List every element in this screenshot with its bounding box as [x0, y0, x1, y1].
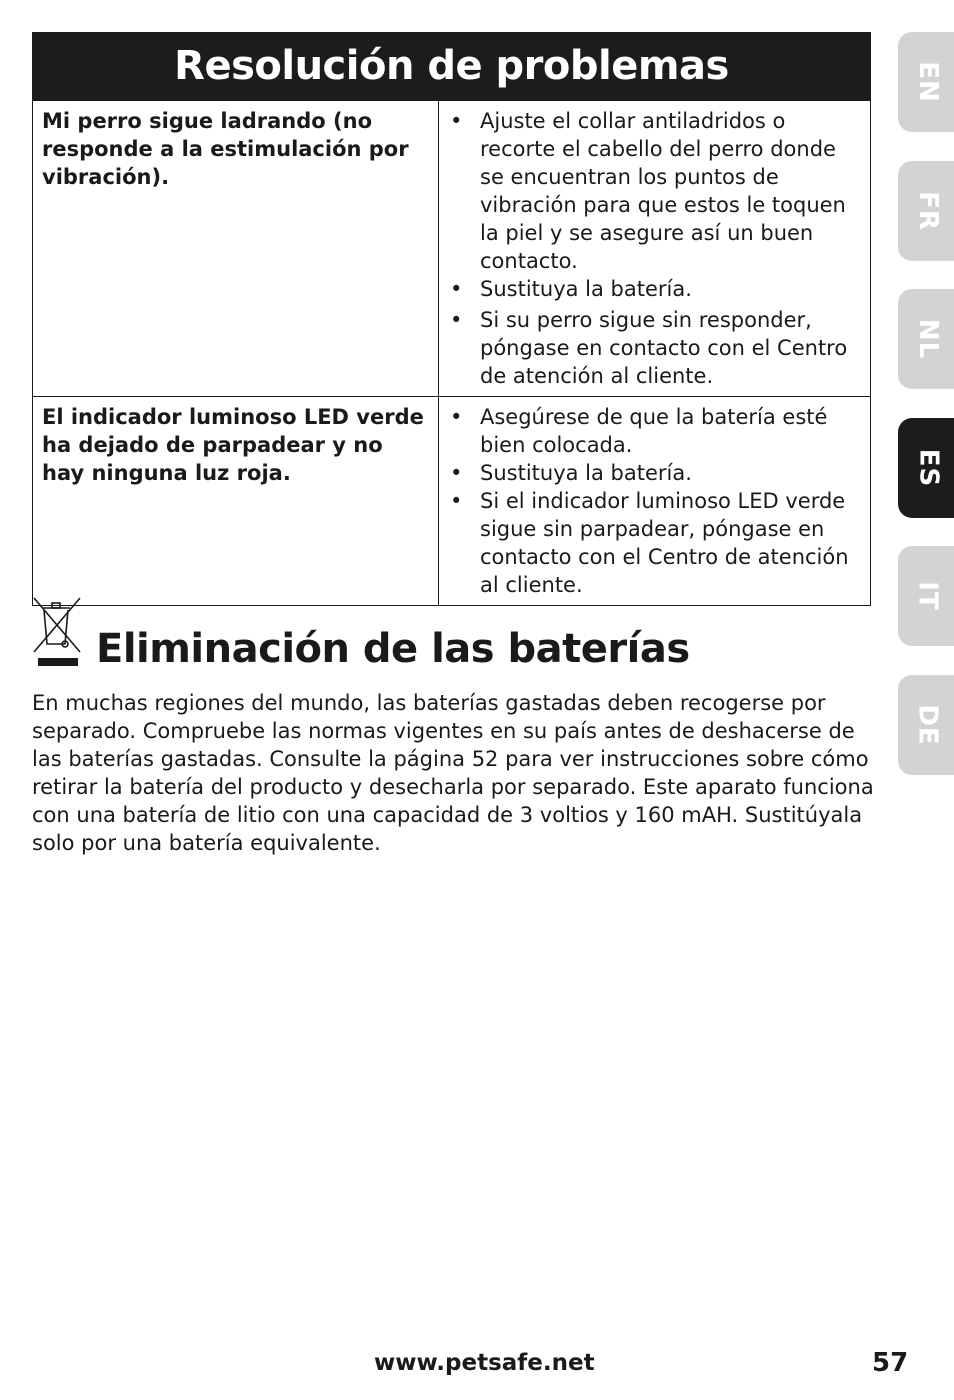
disposal-title: Eliminación de las baterías — [96, 626, 690, 672]
lang-tab-de[interactable]: DE — [898, 675, 954, 775]
table-row — [33, 101, 871, 397]
disposal-body: En muchas regiones del mundo, las baterías gastadas deben recogerse por separado. Compruebe las normas vigentes en su país antes de deshacerse de las baterías gastadas. Consulte la página 52 para ver instrucciones sobre cómo retirar la batería del producto y desecharla por separado. Este aparato funciona con una batería de litio con una capacidad de 3 voltios y 160 mAH. Sustitúyala solo por una batería equivalente. — [32, 691, 874, 855]
list-item: • Ajuste el collar antiladridos o recorte el cabello del perro donde se encuentran los puntos de vibración para que estos le toquen la piel y se asegure así un buen contacto. — [448, 107, 862, 275]
footer-url[interactable]: www.petsafe.net — [374, 1350, 595, 1376]
lang-tab-en[interactable]: EN — [898, 32, 954, 132]
list-item: • Si su perro sigue sin responder, póngase en contacto con el Centro de atención al cliente. — [448, 306, 862, 390]
solution-cell — [439, 101, 871, 397]
list-item: • Sustituya la batería. — [448, 275, 862, 303]
lang-tab-nl[interactable]: NL — [898, 289, 954, 389]
solution-cell — [439, 397, 871, 606]
crossed-out-bin-icon — [32, 596, 82, 668]
list-item: • Sustituya la batería. — [448, 459, 862, 487]
troubleshooting-title: Resolución de problemas — [32, 32, 871, 100]
problem-cell: El indicador luminoso LED verde ha dejado de parpadear y no hay ninguna luz roja. — [33, 397, 439, 606]
page-number: 57 — [872, 1348, 909, 1378]
lang-tab-it[interactable]: IT — [898, 546, 954, 646]
lang-tab-fr[interactable]: FR — [898, 161, 954, 261]
problem-cell: Mi perro sigue ladrando (no responde a la estimulación por vibración). — [33, 101, 439, 397]
list-item: • Si el indicador luminoso LED verde sigue sin parpadear, póngase en contacto con el Centro de atención al cliente. — [448, 487, 862, 599]
table-row — [33, 397, 871, 606]
disposal-header — [32, 596, 871, 671]
list-item: • Asegúrese de que la batería esté bien colocada. — [448, 403, 862, 459]
lang-tab-es[interactable]: ES — [898, 418, 954, 518]
troubleshooting-table — [32, 100, 871, 606]
